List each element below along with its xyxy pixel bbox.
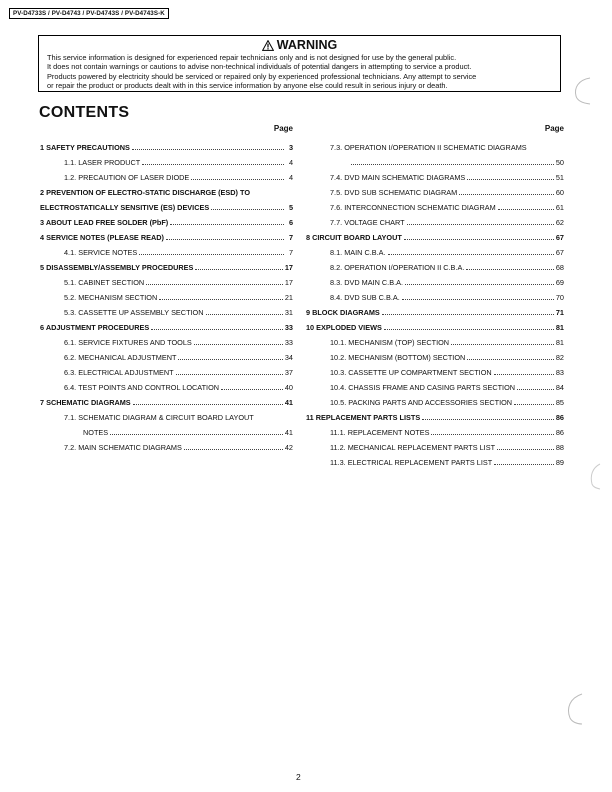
toc-entry-page: 89 bbox=[555, 458, 564, 467]
toc-column-right bbox=[306, 124, 564, 470]
toc-entry-page: 86 bbox=[555, 413, 564, 422]
toc-entry-page: 69 bbox=[555, 278, 564, 287]
dot-leader bbox=[451, 344, 554, 345]
toc-entry-page: 60 bbox=[555, 188, 564, 197]
toc-entry bbox=[306, 170, 564, 185]
toc-entry-title: 7.1. SCHEMATIC DIAGRAM & CIRCUIT BOARD LAYOUT bbox=[64, 413, 254, 422]
dot-leader bbox=[142, 164, 284, 165]
dot-leader bbox=[195, 269, 282, 270]
dot-leader bbox=[194, 344, 283, 345]
toc-entry-title: 11.2. MECHANICAL REPLACEMENT PARTS LIST bbox=[330, 443, 496, 452]
dot-leader bbox=[166, 239, 284, 240]
binding-hole-mark bbox=[584, 462, 604, 490]
toc-entry-title: 5.1. CABINET SECTION bbox=[64, 278, 145, 287]
toc-entry-title: 10.3. CASSETTE UP COMPARTMENT SECTION bbox=[330, 368, 492, 377]
toc-entry bbox=[306, 275, 564, 290]
toc-entry-page: 7 bbox=[288, 233, 293, 242]
toc-entry-page: 17 bbox=[284, 278, 293, 287]
dot-leader bbox=[467, 179, 554, 180]
toc-entry bbox=[306, 155, 564, 170]
toc-entry-title: 11 REPLACEMENT PARTS LISTS bbox=[306, 413, 421, 422]
toc-entry-page: 62 bbox=[555, 218, 564, 227]
page-column-header: Page bbox=[273, 124, 293, 133]
toc-entry-page: 33 bbox=[284, 323, 293, 332]
toc-entry-title: 6.3. ELECTRICAL ADJUSTMENT bbox=[64, 368, 174, 377]
toc-entry bbox=[40, 395, 293, 410]
toc-entry-title: 6.1. SERVICE FIXTURES AND TOOLS bbox=[64, 338, 192, 347]
toc-entry-title: 6.2. MECHANICAL ADJUSTMENT bbox=[64, 353, 177, 362]
toc-entry-title: 10.2. MECHANISM (BOTTOM) SECTION bbox=[330, 353, 466, 362]
warning-line: It does not contain warnings or cautions to advise non-technical individuals of potential dangers in attempting to service a product. bbox=[47, 62, 472, 72]
toc-entry bbox=[40, 200, 293, 215]
toc-entry-page: 40 bbox=[284, 383, 293, 392]
dot-leader bbox=[146, 284, 283, 285]
toc-entry-title: 8 CIRCUIT BOARD LAYOUT bbox=[306, 233, 402, 242]
toc-entry-title: 11.3. ELECTRICAL REPLACEMENT PARTS LIST bbox=[330, 458, 493, 467]
dot-leader bbox=[132, 149, 284, 150]
toc-entry-title: 5.2. MECHANISM SECTION bbox=[64, 293, 158, 302]
page-number: 2 bbox=[296, 772, 301, 782]
dot-leader bbox=[184, 449, 283, 450]
toc-entry bbox=[40, 290, 293, 305]
toc-entry-page: 4 bbox=[288, 173, 293, 182]
dot-leader bbox=[170, 224, 284, 225]
toc-entry-page: 81 bbox=[555, 323, 564, 332]
toc-entry-page: 84 bbox=[555, 383, 564, 392]
toc-entry bbox=[306, 425, 564, 440]
toc-entry bbox=[306, 215, 564, 230]
dot-leader bbox=[517, 389, 554, 390]
toc-entry-page: 7 bbox=[288, 248, 293, 257]
toc-entry-page: 70 bbox=[555, 293, 564, 302]
toc-entry bbox=[306, 140, 564, 155]
toc-entry-page: 37 bbox=[284, 368, 293, 377]
toc-entry-title: 10.4. CHASSIS FRAME AND CASING PARTS SECTION bbox=[330, 383, 516, 392]
toc-entry bbox=[306, 260, 564, 275]
toc-entry-page: 6 bbox=[288, 218, 293, 227]
toc-entry bbox=[40, 245, 293, 260]
toc-entry bbox=[40, 335, 293, 350]
toc-entry-page: 21 bbox=[284, 293, 293, 302]
toc-entry-title: 11.1. REPLACEMENT NOTES bbox=[330, 428, 430, 437]
toc-entry bbox=[306, 350, 564, 365]
dot-leader bbox=[431, 434, 553, 435]
toc-entry-title: 8.2. OPERATION I/OPERATION II C.B.A. bbox=[330, 263, 465, 272]
toc-entry-page: 83 bbox=[555, 368, 564, 377]
toc-entry-page: 33 bbox=[284, 338, 293, 347]
toc-entry-title: 1.2. PRECAUTION OF LASER DIODE bbox=[64, 173, 190, 182]
toc-entry-title: 5.3. CASSETTE UP ASSEMBLY SECTION bbox=[64, 308, 204, 317]
dot-leader bbox=[467, 359, 554, 360]
toc-entry-page: 88 bbox=[555, 443, 564, 452]
dot-leader bbox=[211, 209, 284, 210]
toc-entry bbox=[306, 335, 564, 350]
toc-entry-title: 6.4. TEST POINTS AND CONTROL LOCATION bbox=[64, 383, 220, 392]
toc-entry bbox=[306, 320, 564, 335]
dot-leader bbox=[459, 194, 554, 195]
dot-leader bbox=[133, 404, 283, 405]
dot-leader bbox=[159, 299, 283, 300]
dot-leader bbox=[404, 239, 554, 240]
toc-entry-title: 7.5. DVD SUB SCHEMATIC DIAGRAM bbox=[330, 188, 458, 197]
toc-entry bbox=[306, 290, 564, 305]
toc-entry bbox=[40, 425, 293, 440]
toc-entry-title: 10.1. MECHANISM (TOP) SECTION bbox=[330, 338, 450, 347]
toc-entry-title: 4 SERVICE NOTES (PLEASE READ) bbox=[40, 233, 164, 242]
toc-entry bbox=[306, 230, 564, 245]
toc-entry-page: 41 bbox=[284, 428, 293, 437]
toc-entry-title: NOTES bbox=[83, 428, 109, 437]
toc-entry bbox=[40, 380, 293, 395]
dot-leader bbox=[382, 314, 554, 315]
toc-entry-title: 2 PREVENTION OF ELECTRO-STATIC DISCHARGE (ESD) TO bbox=[40, 188, 250, 197]
toc-entry bbox=[40, 320, 293, 335]
page-column-header: Page bbox=[544, 124, 564, 133]
dot-leader bbox=[388, 254, 554, 255]
dot-leader bbox=[139, 254, 284, 255]
dot-leader bbox=[498, 209, 554, 210]
toc-entry bbox=[40, 155, 293, 170]
warning-line: Products powered by electricity should be serviced or repaired only by experienced professional technicians. Any attempt to service bbox=[47, 71, 477, 81]
toc-entry-title: 3 ABOUT LEAD FREE SOLDER (PbF) bbox=[40, 218, 169, 227]
warning-heading bbox=[47, 38, 552, 53]
toc-entry-title: 1.1. LASER PRODUCT bbox=[64, 158, 141, 167]
toc-entry-title: 5 DISASSEMBLY/ASSEMBLY PROCEDURES bbox=[40, 263, 194, 272]
toc-entry-page: 68 bbox=[555, 263, 564, 272]
toc-column-left bbox=[40, 124, 293, 455]
toc-entry-title: 7.4. DVD MAIN SCHEMATIC DIAGRAMS bbox=[330, 173, 466, 182]
toc-entry bbox=[306, 365, 564, 380]
toc-entry-title: 9 BLOCK DIAGRAMS bbox=[306, 308, 380, 317]
toc-entry-page: 86 bbox=[555, 428, 564, 437]
dot-leader bbox=[221, 389, 283, 390]
binding-hole-mark bbox=[562, 692, 588, 726]
toc-entry-title: 7.3. OPERATION I/OPERATION II SCHEMATIC DIAGRAMS bbox=[330, 143, 527, 152]
toc-entry-title: 7.7. VOLTAGE CHART bbox=[330, 218, 405, 227]
toc-entry bbox=[306, 455, 564, 470]
toc-entry-title: 8.4. DVD SUB C.B.A. bbox=[330, 293, 400, 302]
toc-entry-title: 8.3. DVD MAIN C.B.A. bbox=[330, 278, 403, 287]
contents-title: CONTENTS bbox=[39, 104, 130, 121]
toc-entry-page: 61 bbox=[555, 203, 564, 212]
toc-entry-page: 17 bbox=[284, 263, 293, 272]
dot-leader bbox=[384, 329, 554, 330]
toc-entry-title: 10.5. PACKING PARTS AND ACCESSORIES SECTION bbox=[330, 398, 513, 407]
dot-leader bbox=[514, 404, 554, 405]
toc-entry-page: 31 bbox=[284, 308, 293, 317]
warning-title: WARNING bbox=[276, 38, 338, 52]
toc-entry bbox=[306, 380, 564, 395]
toc-entry-title: 7.2. MAIN SCHEMATIC DIAGRAMS bbox=[64, 443, 182, 452]
toc-entry bbox=[40, 140, 293, 155]
toc-entry-page: 71 bbox=[555, 308, 564, 317]
toc-entry bbox=[306, 185, 564, 200]
dot-leader bbox=[402, 299, 554, 300]
toc-entry-title: 1 SAFETY PRECAUTIONS bbox=[40, 143, 130, 152]
toc-entry-page: 34 bbox=[284, 353, 293, 362]
toc-entry-page: 82 bbox=[555, 353, 564, 362]
toc-entry bbox=[40, 170, 293, 185]
toc-entry-title: 6 ADJUSTMENT PROCEDURES bbox=[40, 323, 150, 332]
toc-entry bbox=[306, 410, 564, 425]
dot-leader bbox=[206, 314, 283, 315]
toc-entry bbox=[40, 410, 293, 425]
toc-entry bbox=[306, 395, 564, 410]
toc-entry bbox=[306, 245, 564, 260]
toc-entry bbox=[40, 440, 293, 455]
warning-triangle-icon bbox=[262, 40, 274, 51]
warning-line: This service information is designed for experienced repair technicians only and is not designed for use by the general public. bbox=[47, 53, 457, 62]
toc-entry bbox=[306, 440, 564, 455]
model-number-tag: PV-D4733S / PV-D4743 / PV-D4743S / PV-D4743S-K bbox=[9, 8, 169, 19]
toc-entry-page: 3 bbox=[288, 143, 293, 152]
toc-entry-page: 42 bbox=[284, 443, 293, 452]
toc-entry bbox=[306, 305, 564, 320]
warning-box bbox=[38, 35, 561, 92]
dot-leader bbox=[494, 374, 554, 375]
toc-entry bbox=[40, 215, 293, 230]
dot-leader bbox=[110, 434, 283, 435]
toc-list-left bbox=[40, 140, 293, 455]
toc-entry-page: 67 bbox=[555, 233, 564, 242]
toc-entry bbox=[40, 230, 293, 245]
dot-leader bbox=[494, 464, 554, 465]
toc-entry bbox=[40, 365, 293, 380]
toc-entry bbox=[306, 200, 564, 215]
toc-entry-title: 7.6. INTERCONNECTION SCHEMATIC DIAGRAM bbox=[330, 203, 496, 212]
dot-leader bbox=[178, 359, 282, 360]
dot-leader bbox=[351, 164, 554, 165]
binding-hole-mark bbox=[570, 76, 594, 106]
toc-entry-page: 5 bbox=[288, 203, 293, 212]
dot-leader bbox=[497, 449, 554, 450]
dot-leader bbox=[191, 179, 284, 180]
toc-entry-page: 4 bbox=[288, 158, 293, 167]
dot-leader bbox=[151, 329, 283, 330]
toc-entry-page: 41 bbox=[284, 398, 293, 407]
toc-entry-page: 51 bbox=[555, 173, 564, 182]
dot-leader bbox=[422, 419, 554, 420]
toc-entry-title: 4.1. SERVICE NOTES bbox=[64, 248, 138, 257]
toc-entry bbox=[40, 260, 293, 275]
dot-leader bbox=[466, 269, 554, 270]
toc-entry bbox=[40, 275, 293, 290]
toc-entry-page: 81 bbox=[555, 338, 564, 347]
dot-leader bbox=[405, 284, 554, 285]
toc-entry-title: 7 SCHEMATIC DIAGRAMS bbox=[40, 398, 131, 407]
toc-entry-title: 10 EXPLODED VIEWS bbox=[306, 323, 382, 332]
toc-entry-page: 85 bbox=[555, 398, 564, 407]
toc-entry bbox=[40, 305, 293, 320]
toc-entry-title: ELECTROSTATICALLY SENSITIVE (ES) DEVICES bbox=[40, 203, 210, 212]
toc-list-right bbox=[306, 140, 564, 470]
toc-entry bbox=[40, 350, 293, 365]
toc-entry bbox=[40, 185, 293, 200]
warning-line: or repair the product or products dealt with in this service information by anyone else could result in serious injury or death. bbox=[47, 80, 448, 90]
toc-entry-page: 50 bbox=[555, 158, 564, 167]
dot-leader bbox=[176, 374, 283, 375]
dot-leader bbox=[407, 224, 554, 225]
toc-entry-title: 8.1. MAIN C.B.A. bbox=[330, 248, 386, 257]
toc-entry-page: 67 bbox=[555, 248, 564, 257]
